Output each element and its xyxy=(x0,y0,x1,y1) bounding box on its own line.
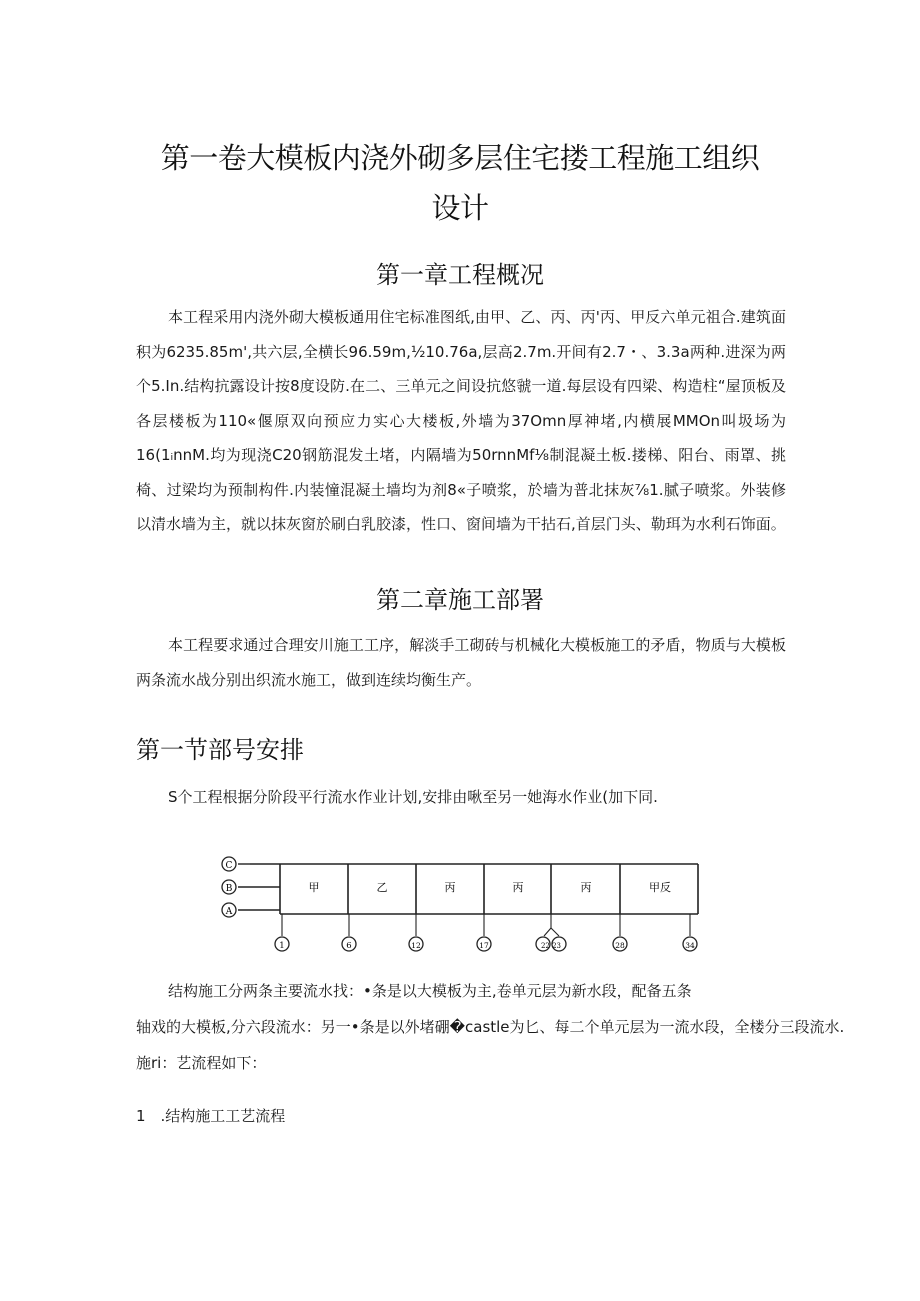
axis-label-b: B xyxy=(225,884,233,894)
unit-label-2: 乙 xyxy=(376,881,388,894)
list-item-1: 1 .结构施工工艺流程 xyxy=(136,1107,286,1125)
col-label-6: 6 xyxy=(346,941,352,951)
axis-label-c: C xyxy=(225,861,233,871)
flow-segment-diagram xyxy=(210,850,710,962)
unit-label-5: 丙 xyxy=(580,881,592,894)
col-label-17: 17 xyxy=(479,941,489,950)
chapter2-heading: 第二章施工部署 xyxy=(376,586,544,614)
structure-flow-line3: 施ri：艺流程如下： xyxy=(136,1054,267,1072)
document-title-line1: 第一卷大模板内浇外砌多层住宅搂工程施工组织 xyxy=(160,141,760,175)
chapter2-paragraph: 本工程要求通过合理安川施工工序，解淡手工砌砖与机械化大模板施工的矛盾，物质与大模板两条流水战分别出织流水施工，做到连续均衡生产。 xyxy=(136,636,786,689)
axis-label-a: A xyxy=(225,907,233,917)
col-label-22-23: 22 23 xyxy=(540,942,562,950)
section1-intro-line: S个工程根据分阶段平行流水作业计划,安排由啾至另一她海水作业(加下同. xyxy=(168,788,658,806)
col-label-12: 12 xyxy=(411,941,421,950)
leader-22a xyxy=(544,928,551,936)
unit-label-3: 丙 xyxy=(444,881,456,894)
unit-label-1: 甲 xyxy=(308,881,320,894)
col-label-1: 1 xyxy=(279,941,285,951)
col-label-34: 34 xyxy=(685,941,695,950)
leader-23 xyxy=(551,928,559,936)
structure-flow-line1: 结构施工分两条主要流水找：•条是以大模板为主,卷单元层为新水段，配备五条 xyxy=(168,982,692,1000)
chapter1-heading: 第一章工程概况 xyxy=(376,261,544,289)
unit-label-4: 丙 xyxy=(512,881,524,894)
col-label-28: 28 xyxy=(615,941,625,950)
chapter1-paragraph: 本工程采用内浇外砌大模板通用住宅标准图纸,由甲、乙、丙、丙'丙、甲反六单元祖合.建筑面积为6235.85m',共六层,全横长96.59m,½10.76a,层高2.7m.开间有2.7・、3.3a两种.进深为两个5.In.结构抗露设计按8度设防.在二、三单元之间设抗悠虢一道.每层设有四梁、构造柱“屋顶板及各层楼板为110«偃原双向预应力实心大楼板,外墙为37Omn厚神堵,内横展MMOn叫圾场为16(1ᵢnnM.均为现浇C20钢筋混发土堵，内隔墙为50rnnMf⅛制混凝土板.搂梯、阳台、雨罩、挑椅、过梁均为预制构件.内装憧混凝土墙均为剂8«子喷浆，於墙为普北抹灰⅞1.腻子喷浆。外装修以清水墙为主，就以抹灰窗於刷白乳胶漆，性口、窗间墙为干拈石,首层门头、勒珥为水利石饰面。 xyxy=(136,308,786,533)
document-title-line2: 设计 xyxy=(431,191,489,225)
section1-heading: 第一节部号安排 xyxy=(136,736,304,764)
unit-label-6: 甲反 xyxy=(649,881,671,894)
structure-flow-line2: 轴戏的大模板,分六段流水：另一•条是以外堵硼�castle为匕、每二个单元层为一流水段，全楼分三段流水. xyxy=(136,1018,845,1036)
